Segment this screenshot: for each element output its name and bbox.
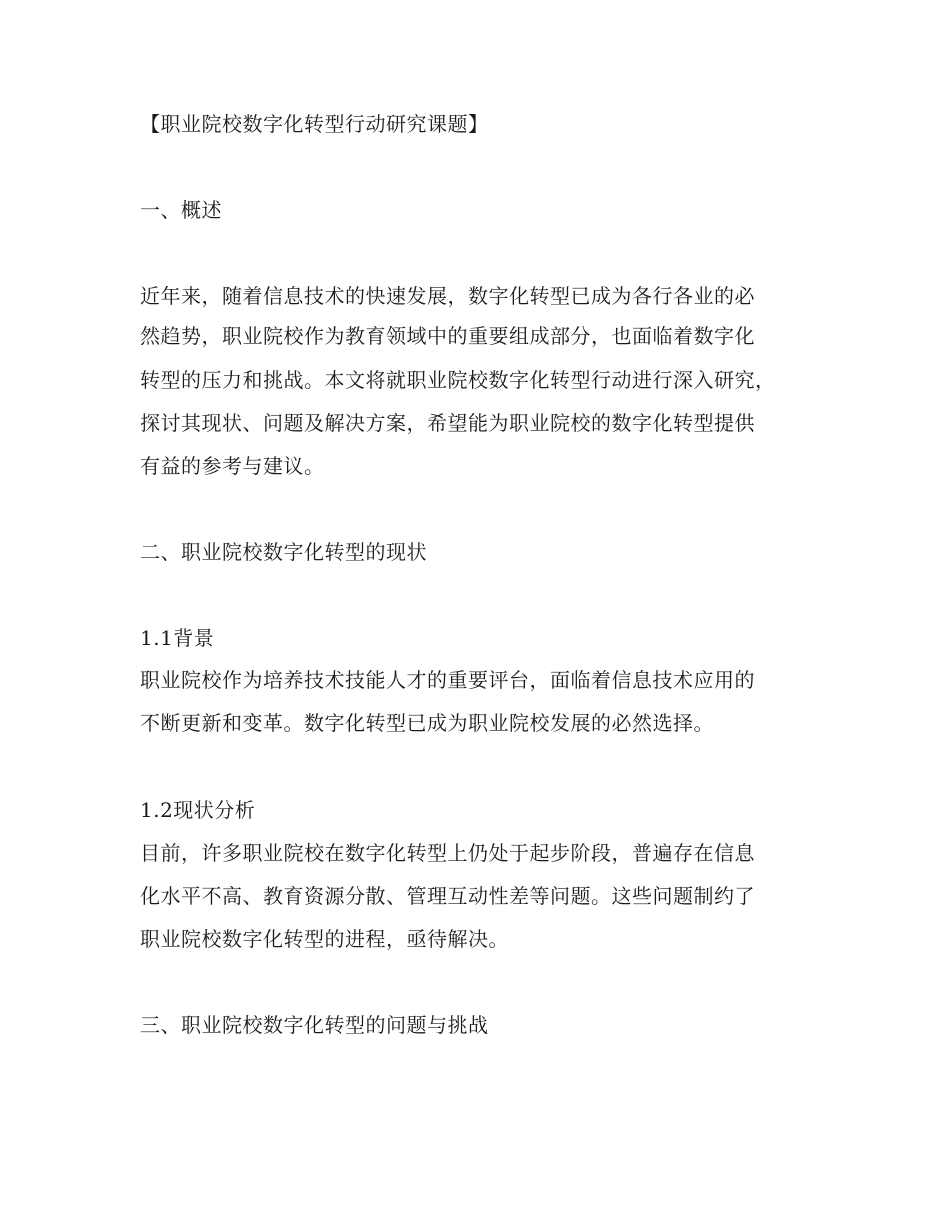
section-heading-challenges: 三、职业院校数字化转型的问题与挑战 (140, 1013, 489, 1037)
analysis-paragraph-line: 化水平不高、教育资源分散、管理互动性差等问题。这些问题制约了 (140, 884, 755, 908)
overview-paragraph-line: 转型的压力和挑战。本文将就职业院校数字化转型行动进行深入研究， (140, 368, 776, 392)
subsection-heading-background: 1.1背景 (140, 626, 215, 650)
section-heading-status: 二、职业院校数字化转型的现状 (140, 540, 427, 564)
overview-paragraph-line: 有益的参考与建议。 (140, 454, 325, 478)
subsection-heading-analysis: 1.2现状分析 (140, 798, 256, 822)
overview-paragraph-line: 探讨其现状、问题及解决方案，希望能为职业院校的数字化转型提供 (140, 411, 755, 435)
section-heading-overview: 一、概述 (140, 198, 222, 222)
background-paragraph-line: 职业院校作为培养技术技能人才的重要评台，面临着信息技术应用的 (140, 668, 755, 692)
document-title: 【职业院校数字化转型行动研究课题】 (140, 112, 489, 136)
analysis-paragraph-line: 目前，许多职业院校在数字化转型上仍处于起步阶段，普遍存在信息 (140, 841, 755, 865)
analysis-paragraph-line: 职业院校数字化转型的进程，亟待解决。 (140, 927, 509, 951)
overview-paragraph-line: 近年来，随着信息技术的快速发展，数字化转型已成为各行各业的必 (140, 284, 755, 308)
background-paragraph-line: 不断更新和变革。数字化转型已成为职业院校发展的必然选择。 (140, 711, 714, 735)
overview-paragraph-line: 然趋势，职业院校作为教育领域中的重要组成部分，也面临着数字化 (140, 324, 755, 348)
